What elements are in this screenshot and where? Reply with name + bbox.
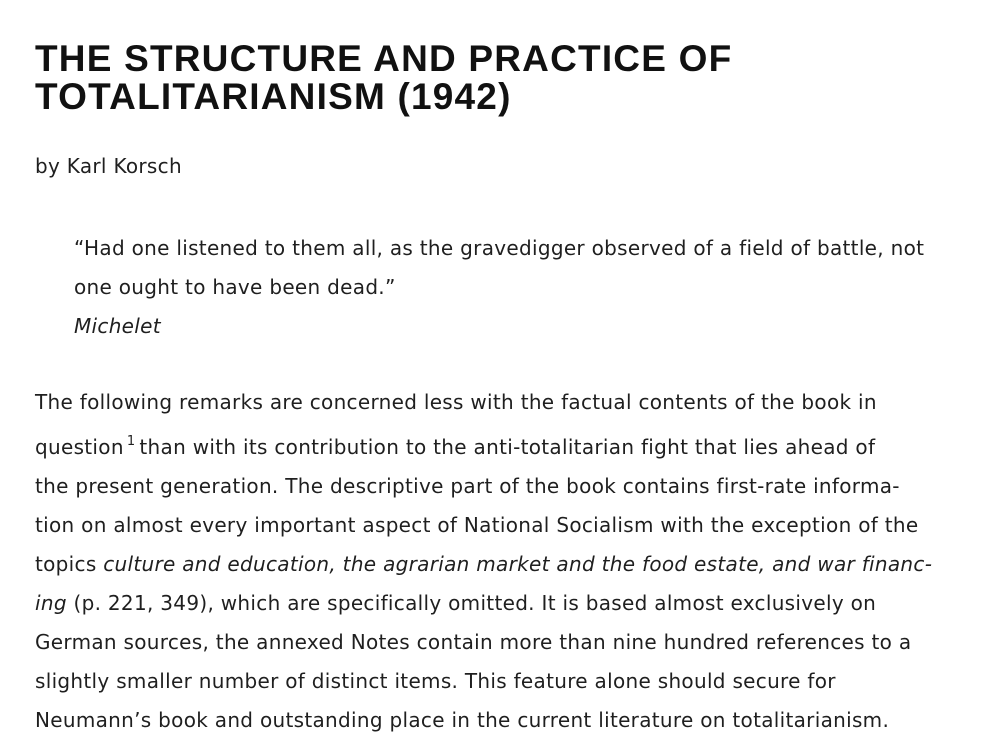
epigraph-line-2: one ought to have been dead.” [74, 275, 396, 299]
article-title-line-2: TOTALITARIANISM (1942) [35, 76, 512, 117]
body-line-2-end: than with its contribution to the anti-totalitarian fight that lies ahead of [139, 435, 876, 459]
body-line-7: German sources, the annexed Notes contain more than nine hundred references to a [35, 630, 912, 654]
body-line-3: the present generation. The descriptive part of the book contains first-rate informa- [35, 474, 900, 498]
omitted-topics-emphasis-end: ing [35, 591, 67, 615]
body-line-2-start: question [35, 435, 124, 459]
epigraph-line-1: “Had one listened to them all, as the gravedigger observed of a field of battle, not [74, 236, 925, 260]
body-line-6-end: (p. 221, 349), which are specifically omitted. It is based almost exclusively on [66, 591, 877, 615]
body-line-5 [35, 545, 985, 584]
omitted-topics-emphasis: culture and education, the agrarian market and the food estate, and war financ- [103, 552, 933, 576]
body-paragraph [35, 383, 985, 740]
body-line-2 [35, 422, 985, 467]
body-line-6 [35, 584, 985, 623]
epigraph-attribution: Michelet [74, 314, 161, 338]
article-title [35, 40, 732, 116]
body-line-8: slightly smaller number of distinct items. This feature alone should secure for [35, 669, 836, 693]
body-line-9: Neumann’s book and outstanding place in the current literature on totalitarianism. [35, 708, 890, 732]
body-line-4: tion on almost every important aspect of National Socialism with the exception of the [35, 513, 919, 537]
body-line-5-start: topics [35, 552, 104, 576]
footnote-marker[interactable]: 1 [126, 434, 136, 449]
body-line-1: The following remarks are concerned less with the factual contents of the book in [35, 390, 877, 414]
byline: by Karl Korsch [35, 154, 182, 178]
article-title-line-1: THE STRUCTURE AND PRACTICE OF [35, 38, 733, 79]
epigraph [74, 229, 974, 346]
